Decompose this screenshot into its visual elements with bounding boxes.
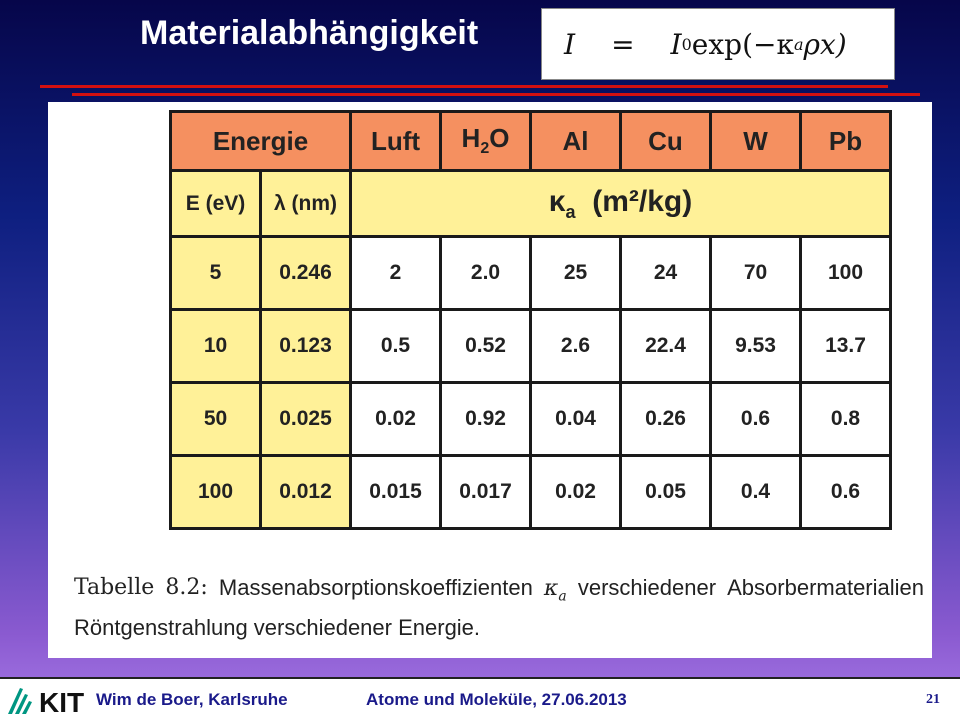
absorption-table [169, 110, 892, 530]
cell-wavelength: 0.123 [261, 310, 351, 383]
slide-title: Materialabhängigkeit [140, 14, 479, 52]
cell-value: 9.53 [711, 310, 801, 383]
formula-kappa-sub: a [793, 34, 804, 54]
unit-wavelength: λ (nm) [261, 171, 351, 237]
cell-value: 2.6 [531, 310, 621, 383]
table-caption [74, 572, 924, 644]
footer-author: Wim de Boer, Karlsruhe [96, 690, 288, 709]
cell-energy: 50 [171, 383, 261, 456]
kappa-symbol: κ [548, 184, 566, 218]
header-material-h2o [441, 112, 531, 171]
caption-label: Tabelle [74, 575, 155, 600]
caption-line-2: Röntgenstrahlung verschiedener Energie. [74, 615, 481, 641]
caption-word: Absorbermaterialien [727, 575, 924, 600]
cell-value: 0.6 [801, 456, 891, 529]
cell-value: 0.52 [441, 310, 531, 383]
cell-value: 0.04 [531, 383, 621, 456]
kit-logo-text: KIT [39, 687, 84, 716]
table-header-row [171, 112, 891, 171]
footer-topic: Atome und Moleküle, 27.06.2013 [366, 690, 627, 709]
cell-value: 0.017 [441, 456, 531, 529]
header-material: Luft [351, 112, 441, 171]
unit-kappa [351, 171, 891, 237]
formula-exp: exp(−κ [691, 27, 794, 61]
cell-value: 0.4 [711, 456, 801, 529]
cell-value: 0.26 [621, 383, 711, 456]
cell-value: 25 [531, 237, 621, 310]
h2o-h: H [461, 123, 481, 154]
cell-energy: 100 [171, 456, 261, 529]
table-row [171, 237, 891, 310]
cell-value: 0.05 [621, 456, 711, 529]
cell-value: 0.5 [351, 310, 441, 383]
page-number: 21 [926, 692, 940, 707]
cell-value: 13.7 [801, 310, 891, 383]
cell-energy: 10 [171, 310, 261, 383]
caption-number: 8.2: [165, 575, 208, 600]
header-material: W [711, 112, 801, 171]
caption-line-1 [74, 572, 924, 612]
cell-value: 24 [621, 237, 711, 310]
h2o-sub: 2 [480, 140, 490, 158]
header-material: Cu [621, 112, 711, 171]
title-rule-bottom [72, 93, 920, 96]
cell-value: 2 [351, 237, 441, 310]
kit-logo [6, 684, 84, 716]
caption-word: Massenabsorptionskoeffizienten [218, 575, 533, 600]
table-row [171, 383, 891, 456]
cell-value: 0.02 [351, 383, 441, 456]
cell-wavelength: 0.246 [261, 237, 351, 310]
kappa-sub: a [565, 201, 576, 222]
cell-value: 22.4 [621, 310, 711, 383]
cell-wavelength: 0.025 [261, 383, 351, 456]
table-row [171, 456, 891, 529]
cell-value: 0.92 [441, 383, 531, 456]
formula-i0-sub: 0 [681, 34, 692, 54]
formula-i0: I [670, 27, 682, 61]
cell-value: 0.02 [531, 456, 621, 529]
table-row [171, 310, 891, 383]
formula-tail: ρx) [803, 27, 847, 61]
header-energy: Energie [171, 112, 351, 171]
cell-wavelength: 0.012 [261, 456, 351, 529]
header-material: Al [531, 112, 621, 171]
table-unit-row [171, 171, 891, 237]
cell-value: 0.8 [801, 383, 891, 456]
title-rule-top [40, 85, 888, 88]
content-panel [48, 102, 932, 658]
cell-value: 70 [711, 237, 801, 310]
header-material: Pb [801, 112, 891, 171]
kappa-unit: (m²/kg) [592, 184, 693, 218]
cell-value: 0.015 [351, 456, 441, 529]
h2o-o: O [489, 123, 510, 154]
cell-energy: 5 [171, 237, 261, 310]
caption-kappa: $\kappa_a$ [543, 576, 567, 605]
cell-value: 2.0 [441, 237, 531, 310]
formula-lhs: I [564, 27, 576, 61]
formula-equals: = [611, 27, 635, 61]
formula-box [541, 8, 895, 80]
unit-energy: E (eV) [171, 171, 261, 237]
caption-word: verschiedener [577, 575, 717, 600]
cell-value: 100 [801, 237, 891, 310]
cell-value: 0.6 [711, 383, 801, 456]
